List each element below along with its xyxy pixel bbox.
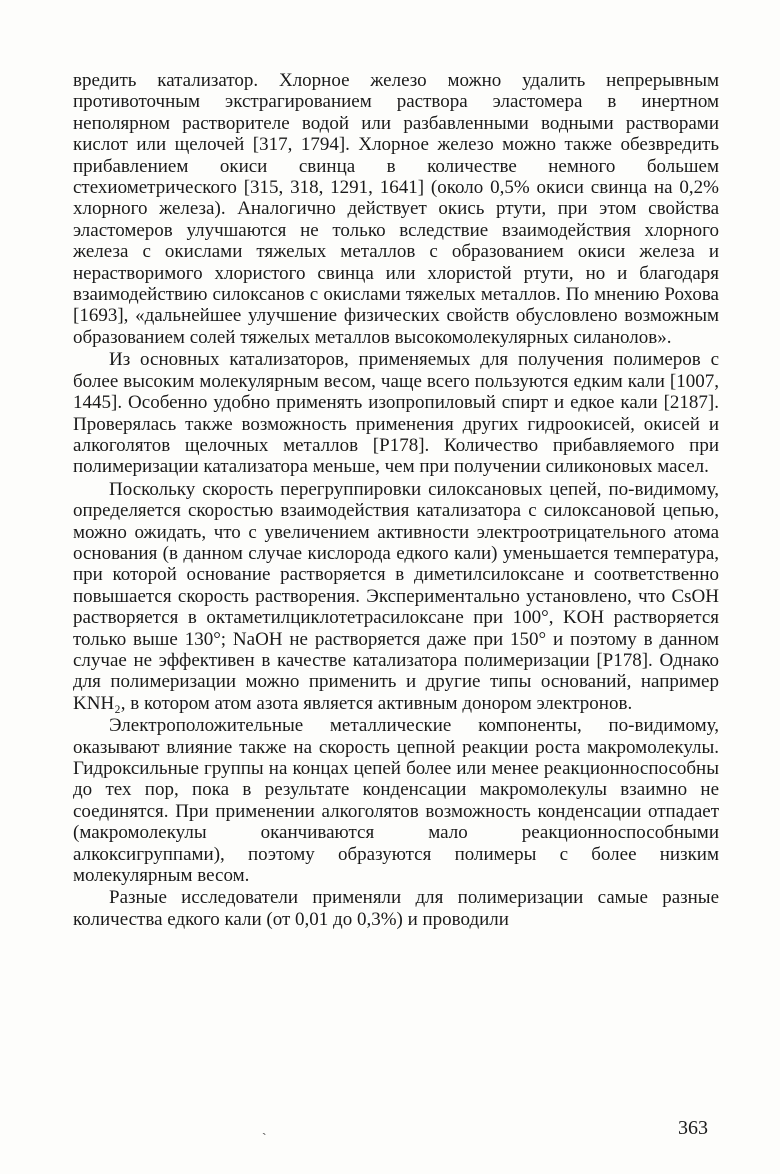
paragraph-4: Электроположительные металлические компоненты, по-видимому, оказывают влияние также на скорость цепной реакции роста макромолекулы. Гидроксильные группы на концах цепей более или менее реакционноспособны до тех пор, пока в результате конденсации макромолекулы взаимно не соединятся. При применении алкоголятов возможность конденсации отпадает (макромолекулы оканчиваются мало реакционноспособными алкоксигруппами), поэтому образуются полимеры с более низким молекулярным весом. (73, 715, 719, 887)
body-text (73, 70, 719, 930)
paragraph-2: Из основных катализаторов, применяемых для получения полимеров с более высоким молекулярным весом, чаще всего пользуются едким кали [1007, 1445]. Особенно удобно применять изопропиловый спирт и едкое кали [2187]. Проверялась также возможность применения других гидроокисей, окисей и алкоголятов щелочных металлов [P178]. Количество прибавляемого при полимеризации катализатора меньше, чем при получении силиконовых масел. (73, 349, 719, 478)
paragraph-3: Поскольку скорость перегруппировки силоксановых цепей, по-видимому, определяется скоростью взаимодействия катализатора с силоксановой цепью, можно ожидать, что с увеличением активности электроотрицательного атома основания (в данном случае кислорода едкого кали) уменьшается температура, при которой основание растворяется в диметилсилоксане и соответственно повышается скорость растворения. Экспериментально установлено, что CsOH растворяется в октаметилциклотетрасилоксане при 100°, KOH растворяется только выше 130°; NaOH не растворяется даже при 150° и поэтому в данном случае не эффективен в качестве катализатора полимеризации [P178]. Однако для полимеризации можно применить и другие типы оснований, например KNH₂, в котором атом азота является активным донором электронов. (73, 478, 719, 714)
page-number: 363 (678, 1117, 708, 1139)
stray-mark: ` (262, 1130, 267, 1146)
paragraph-1: вредить катализатор. Хлорное железо можно удалить непрерывным противоточным экстрагированием раствора эластомера в инертном неполярном растворителе водой или разбавленными водными растворами кислот или щелочей [317, 1794]. Хлорное железо можно также обезвредить прибавлением окиси свинца в количестве немного большем стехиометрического [315, 318, 1291, 1641] (около 0,5% окиси свинца на 0,2% хлорного железа). Аналогично действует окись ртути, при этом свойства эластомеров улучшаются не только вследствие взаимодействия хлорного железа с окислами тяжелых металлов с образованием окиси железа и нерастворимого хлористого свинца или хлористой ртути, но и благодаря взаимодействию силоксанов с окислами тяжелых металлов. По мнению Рохова [1693], «дальнейшее улучшение физических свойств обусловлено возможным образованием солей тяжелых металлов высокомолекулярных силанолов». (73, 70, 719, 348)
paragraph-5: Разные исследователи применяли для полимеризации самые разные количества едкого кали (от 0,01 до 0,3%) и проводили (73, 887, 719, 930)
